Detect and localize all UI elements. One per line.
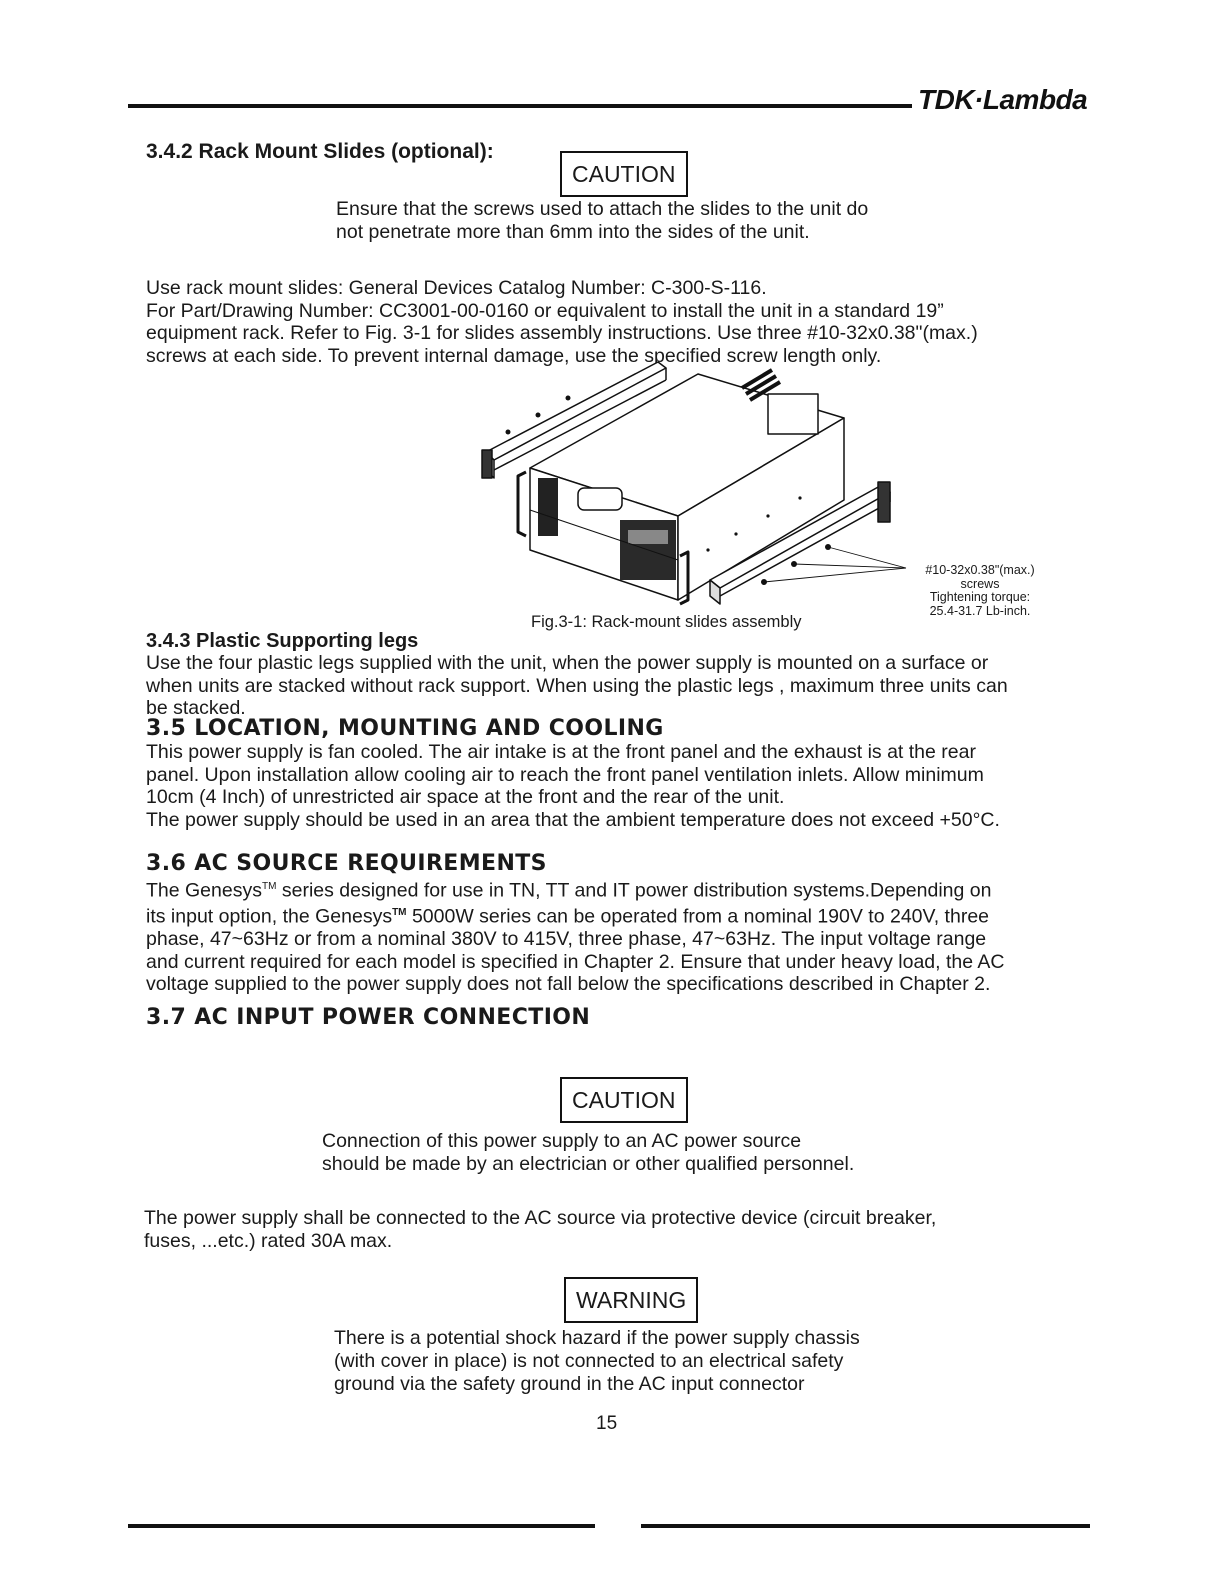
page-number-text: 15 (596, 1413, 618, 1434)
section-36-body (146, 876, 1080, 996)
warning-note-line: There is a potential shock hazard if the power supply chassis (334, 1327, 860, 1349)
caution-box-1: CAUTION (560, 151, 688, 197)
warning-note-line: (with cover in place) is not connected to an electrical safety (334, 1350, 844, 1372)
body-line: The power supply should be used in an area that the ambient temperature does not exceed +50°C. (146, 808, 1000, 831)
body-line: be stacked. (146, 697, 246, 719)
section-35-title: 3.5 LOCATION, MOUNTING AND COOLING (146, 716, 664, 741)
body-line (146, 902, 1080, 928)
trademark-mark: TM (392, 907, 407, 918)
section-342-body (146, 277, 1080, 367)
caution-note-line: Ensure that the screws used to attach the slides to the unit do (336, 198, 869, 220)
genesys-text: The Genesys (146, 879, 262, 902)
page-number (596, 1413, 636, 1434)
body-line: panel. Upon installation allow cooling air to reach the front panel ventilation inlets. Allow minimum (146, 763, 984, 786)
section-37-title: 3.7 AC INPUT POWER CONNECTION (146, 1005, 591, 1030)
body-text: series designed for use in TN, TT and IT power distribution systems.Depending on (276, 879, 992, 902)
warning-note-line: ground via the safety ground in the AC input connector (334, 1373, 805, 1395)
section-37-body (144, 1207, 936, 1253)
body-line: and current required for each model is specified in Chapter 2. Ensure that under heavy load, the AC (146, 950, 1005, 973)
body-text: 5000W series can be operated from a nominal 190V to 240V, three (406, 905, 990, 928)
footer-rule-left (128, 1524, 595, 1528)
body-line: phase, 47~63Hz or from a nominal 380V to 415V, three phase, 47~63Hz. The input voltage range (146, 928, 987, 950)
body-line: voltage supplied to the power supply does not fall below the specifications described in Chapter 2. (146, 973, 991, 995)
footer-rule-right (641, 1524, 1090, 1528)
figure-callout (910, 564, 1050, 618)
body-line: Use rack mount slides: General Devices Catalog Number: C-300-S-116. (146, 277, 767, 299)
caution-note-line: Connection of this power supply to an AC power source (322, 1130, 802, 1152)
section-36-title: 3.6 AC SOURCE REQUIREMENTS (146, 851, 547, 876)
caution-note-2 (322, 1130, 854, 1176)
caution-note-line: not penetrate more than 6mm into the sides of the unit. (336, 221, 810, 243)
power-supply-chassis (518, 370, 844, 604)
callout-line: #10-32x0.38"(max.) (925, 563, 1035, 577)
caution-box-2: CAUTION (560, 1077, 688, 1123)
genesys-text: its input option, the Genesys (146, 905, 393, 928)
callout-line: 25.4-31.7 Lb-inch. (929, 603, 1031, 618)
body-line: 10cm (4 Inch) of unrestricted air space at the front and the rear of the unit. (146, 786, 785, 808)
body-line: For Part/Drawing Number: CC3001-00-0160 or equivalent to install the unit in a standard 19” (146, 299, 944, 322)
section-343-title: 3.4.3 Plastic Supporting legs (146, 630, 419, 652)
caution-note-1 (336, 198, 868, 244)
figure-caption: Fig.3-1: Rack-mount slides assembly (531, 613, 802, 631)
section-35-body (146, 741, 1080, 831)
body-line: The power supply shall be connected to the AC source via protective device (circuit breaker, (144, 1207, 937, 1229)
section-342-title: 3.4.2 Rack Mount Slides (optional): (146, 140, 494, 163)
section-343-body (146, 652, 1080, 720)
callout-line: screws (960, 576, 1000, 591)
body-line: fuses, ...etc.) rated 30A max. (144, 1230, 393, 1252)
body-line: This power supply is fan cooled. The air intake is at the front panel and the exhaust is at the rear (146, 741, 976, 763)
body-line: when units are stacked without rack support. When using the plastic legs , maximum three units can (146, 674, 1008, 697)
trademark-mark: TM (261, 881, 277, 892)
body-line: Use the four plastic legs supplied with the unit, when the power supply is mounted on a surface or (146, 652, 989, 674)
callout-line: Tightening torque: (929, 590, 1031, 604)
warning-box: WARNING (564, 1277, 698, 1323)
body-line: equipment rack. Refer to Fig. 3-1 for slides assembly instructions. Use three #10-32x0.38"(max.) (146, 322, 978, 344)
brand-logo: TDK·Lambda (918, 84, 1088, 115)
caution-note-line: should be made by an electrician or other qualified personnel. (322, 1153, 855, 1175)
warning-note (334, 1327, 860, 1396)
body-line: screws at each side. To prevent internal damage, use the specified screw length only. (146, 344, 882, 367)
body-line (146, 876, 1080, 902)
header-rule (128, 104, 912, 108)
